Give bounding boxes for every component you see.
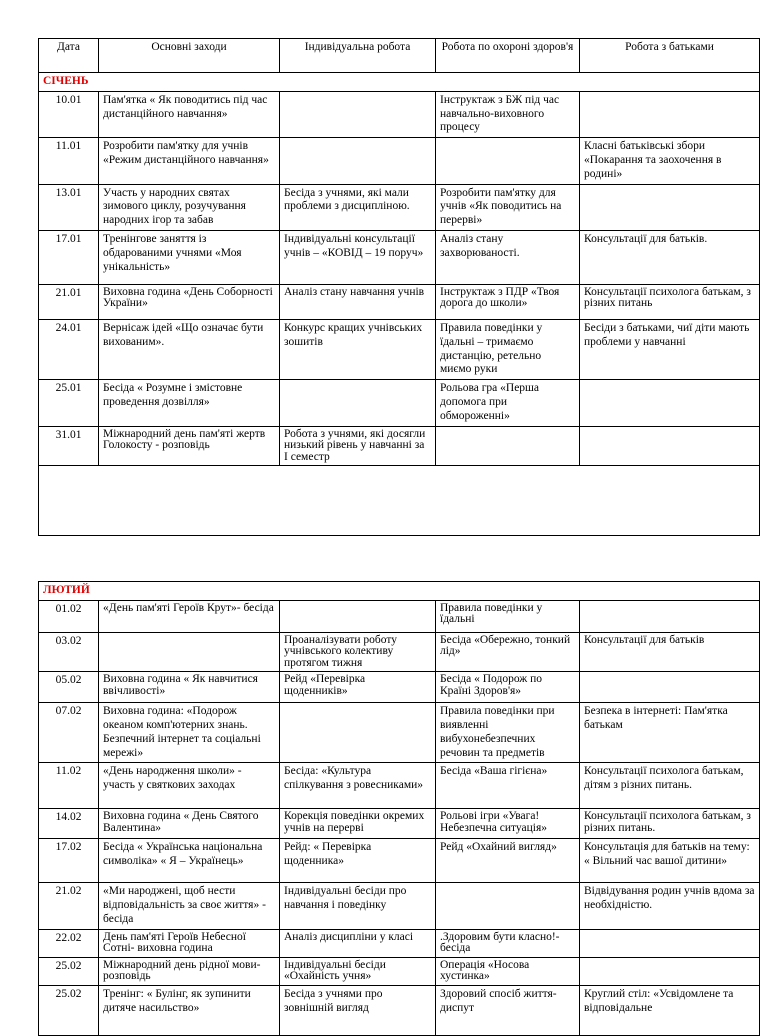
table-row bbox=[39, 284, 760, 319]
parents-work-cell: Консультації для батьків bbox=[580, 632, 760, 672]
table-row bbox=[39, 380, 760, 426]
month-title-january: СІЧЕНЬ bbox=[39, 73, 760, 92]
main-event-cell: Виховна година « Як навчитися ввічливості» bbox=[99, 672, 280, 703]
health-work-cell: Рейд «Охайний вигляд» bbox=[436, 839, 580, 883]
table-row bbox=[39, 184, 760, 230]
parents-work-cell bbox=[580, 426, 760, 466]
health-work-cell: Бесіда «Обережно, тонкий лід» bbox=[436, 632, 580, 672]
date-cell: 13.01 bbox=[39, 184, 99, 230]
date-cell: 11.01 bbox=[39, 138, 99, 184]
individual-work-cell: Аналіз стану навчання учнів bbox=[280, 284, 436, 319]
health-work-cell: Правила поведінки у їдальні bbox=[436, 600, 580, 632]
date-cell: 17.01 bbox=[39, 230, 99, 284]
health-work-cell bbox=[436, 138, 580, 184]
health-work-cell bbox=[436, 883, 580, 929]
individual-work-cell: Робота з учнями, які досягли низький рівень у навчанні за І семестр bbox=[280, 426, 436, 466]
individual-work-cell: Рейд: « Перевірка щоденника» bbox=[280, 839, 436, 883]
individual-work-cell: Рейд «Перевірка щоденників» bbox=[280, 672, 436, 703]
individual-work-cell bbox=[280, 138, 436, 184]
main-event-cell: Виховна година «День Соборності України» bbox=[99, 284, 280, 319]
parents-work-cell bbox=[580, 380, 760, 426]
february-plan-table bbox=[38, 581, 760, 1036]
individual-work-cell: Аналіз дисципліни у класі bbox=[280, 929, 436, 957]
date-cell: 10.01 bbox=[39, 91, 99, 137]
main-event-cell: Виховна година « День Святого Валентина» bbox=[99, 809, 280, 839]
date-cell: 07.02 bbox=[39, 703, 99, 763]
header-row bbox=[39, 39, 760, 73]
main-event-cell: «Ми народжені, щоб нести відповідальність за своє життя» - бесіда bbox=[99, 883, 280, 929]
individual-work-cell bbox=[280, 703, 436, 763]
health-work-cell: .Здоровим бути класно!- бесіда bbox=[436, 929, 580, 957]
main-event-cell: Вернісаж ідей «Що означає бути вихованим». bbox=[99, 319, 280, 379]
parents-work-cell: Консультації психолога батькам, дітям з різних питань. bbox=[580, 763, 760, 809]
month-title-february: ЛЮТИЙ bbox=[39, 582, 760, 601]
table-row bbox=[39, 763, 760, 809]
parents-work-cell: Круглий стіл: «Усвідомлене та відповідальне bbox=[580, 985, 760, 1035]
parents-work-cell: Консультація для батьків на тему: « Вільний час вашої дитини» bbox=[580, 839, 760, 883]
health-work-cell: Операція «Носова хустинка» bbox=[436, 957, 580, 985]
month-row bbox=[39, 582, 760, 601]
parents-work-cell: Консультації психолога батькам, з різних питань bbox=[580, 284, 760, 319]
date-cell: 24.01 bbox=[39, 319, 99, 379]
table-row bbox=[39, 985, 760, 1035]
header-health-work: Робота по охороні здоров'я bbox=[436, 39, 580, 73]
empty-cell bbox=[39, 466, 760, 536]
health-work-cell: Правила поведінки при виявленні вибухонебезпечних речовин та предметів bbox=[436, 703, 580, 763]
month-row bbox=[39, 73, 760, 92]
health-work-cell: Бесіда «Ваша гігієна» bbox=[436, 763, 580, 809]
table-row bbox=[39, 138, 760, 184]
health-work-cell bbox=[436, 426, 580, 466]
main-event-cell: Пам'ятка « Як поводитись під час дистанційного навчання» bbox=[99, 91, 280, 137]
parents-work-cell: Бесіди з батьками, чиї діти мають проблеми у навчанні bbox=[580, 319, 760, 379]
main-event-cell: «День пам'яті Героїв Крут»- бесіда bbox=[99, 600, 280, 632]
individual-work-cell: Індивідуальні бесіди про навчання і поведінку bbox=[280, 883, 436, 929]
parents-work-cell: Консультації психолога батькам, з різних питань. bbox=[580, 809, 760, 839]
main-event-cell: Розробити пам'ятку для учнів «Режим дистанційного навчання» bbox=[99, 138, 280, 184]
table-row bbox=[39, 957, 760, 985]
date-cell: 11.02 bbox=[39, 763, 99, 809]
health-work-cell: Правила поведінки у їдальні – тримаємо дистанцію, ретельно миємо руки bbox=[436, 319, 580, 379]
health-work-cell: Інструктаж з БЖ під час навчально-виховного процесу bbox=[436, 91, 580, 137]
health-work-cell: Аналіз стану захворюваності. bbox=[436, 230, 580, 284]
main-event-cell: Міжнародний день рідної мови- розповідь bbox=[99, 957, 280, 985]
individual-work-cell: Бесіда: «Культура спілкування з ровесниками» bbox=[280, 763, 436, 809]
date-cell: 03.02 bbox=[39, 632, 99, 672]
health-work-cell: Рольові ігри «Увага! Небезпечна ситуація» bbox=[436, 809, 580, 839]
date-cell: 25.02 bbox=[39, 957, 99, 985]
table-row bbox=[39, 632, 760, 672]
individual-work-cell bbox=[280, 91, 436, 137]
parents-work-cell bbox=[580, 957, 760, 985]
date-cell: 05.02 bbox=[39, 672, 99, 703]
table-row bbox=[39, 230, 760, 284]
date-cell: 14.02 bbox=[39, 809, 99, 839]
main-event-cell: День пам'яті Героїв Небесної Сотні- виховна година bbox=[99, 929, 280, 957]
empty-row bbox=[39, 466, 760, 536]
individual-work-cell: Бесіда з учнями, які мали проблеми з дисципліною. bbox=[280, 184, 436, 230]
table-row bbox=[39, 703, 760, 763]
date-cell: 25.01 bbox=[39, 380, 99, 426]
table-row bbox=[39, 809, 760, 839]
individual-work-cell bbox=[280, 380, 436, 426]
header-date: Дата bbox=[39, 39, 99, 73]
date-cell: 21.02 bbox=[39, 883, 99, 929]
main-event-cell: Тренінгове заняття із обдарованими учнями «Моя унікальність» bbox=[99, 230, 280, 284]
parents-work-cell bbox=[580, 184, 760, 230]
table-row bbox=[39, 319, 760, 379]
parents-work-cell: Консультації для батьків. bbox=[580, 230, 760, 284]
table-row bbox=[39, 883, 760, 929]
individual-work-cell: Проаналізувати роботу учнівського колективу протягом тижня bbox=[280, 632, 436, 672]
parents-work-cell: Безпека в інтернеті: Пам'ятка батькам bbox=[580, 703, 760, 763]
date-cell: 17.02 bbox=[39, 839, 99, 883]
health-work-cell: Інструктаж з ПДР «Твоя дорога до школи» bbox=[436, 284, 580, 319]
individual-work-cell: Індивідуальні консультації учнів – «КОВІД – 19 поруч» bbox=[280, 230, 436, 284]
main-event-cell: Бесіда « Українська національна символіка» « Я – Українець» bbox=[99, 839, 280, 883]
table-row bbox=[39, 839, 760, 883]
table-row bbox=[39, 672, 760, 703]
health-work-cell: Бесіда « Подорож по Країні Здоров'я» bbox=[436, 672, 580, 703]
main-event-cell bbox=[99, 632, 280, 672]
header-main-events: Основні заходи bbox=[99, 39, 280, 73]
header-individual-work: Індивідуальна робота bbox=[280, 39, 436, 73]
parents-work-cell: Класні батьківські збори «Покарання та заохочення в родині» bbox=[580, 138, 760, 184]
individual-work-cell: Конкурс кращих учнівських зошитів bbox=[280, 319, 436, 379]
table-row bbox=[39, 929, 760, 957]
date-cell: 21.01 bbox=[39, 284, 99, 319]
health-work-cell: Розробити пам'ятку для учнів «Як поводитись на перерві» bbox=[436, 184, 580, 230]
health-work-cell: Здоровий спосіб життя- диспут bbox=[436, 985, 580, 1035]
health-work-cell: Рольова гра «Перша допомога при обмороженні» bbox=[436, 380, 580, 426]
date-cell: 31.01 bbox=[39, 426, 99, 466]
main-event-cell: Бесіда « Розумне і змістовне проведення дозвілля» bbox=[99, 380, 280, 426]
date-cell: 22.02 bbox=[39, 929, 99, 957]
parents-work-cell bbox=[580, 91, 760, 137]
parents-work-cell bbox=[580, 672, 760, 703]
individual-work-cell: Бесіда з учнями про зовнішній вигляд bbox=[280, 985, 436, 1035]
date-cell: 25.02 bbox=[39, 985, 99, 1035]
individual-work-cell bbox=[280, 600, 436, 632]
parents-work-cell: Відвідування родин учнів вдома за необхідністю. bbox=[580, 883, 760, 929]
parents-work-cell bbox=[580, 600, 760, 632]
individual-work-cell: Корекція поведінки окремих учнів на перерві bbox=[280, 809, 436, 839]
parents-work-cell bbox=[580, 929, 760, 957]
main-event-cell: «День народження школи» - участь у святкових заходах bbox=[99, 763, 280, 809]
main-event-cell: Тренінг: « Булінг, як зупинити дитяче насильство» bbox=[99, 985, 280, 1035]
main-event-cell: Виховна година: «Подорож океаном комп'ютерних знань. Безпечний інтернет та соціальні мережі» bbox=[99, 703, 280, 763]
table-row bbox=[39, 91, 760, 137]
date-cell: 01.02 bbox=[39, 600, 99, 632]
main-event-cell: Міжнародний день пам'яті жертв Голокосту - розповідь bbox=[99, 426, 280, 466]
header-parents-work: Робота з батьками bbox=[580, 39, 760, 73]
table-row bbox=[39, 600, 760, 632]
individual-work-cell: Індивідуальні бесіди «Охайність учня» bbox=[280, 957, 436, 985]
table-row bbox=[39, 426, 760, 466]
january-plan-table bbox=[38, 38, 760, 536]
main-event-cell: Участь у народних святах зимового циклу, розучування народних ігор та забав bbox=[99, 184, 280, 230]
